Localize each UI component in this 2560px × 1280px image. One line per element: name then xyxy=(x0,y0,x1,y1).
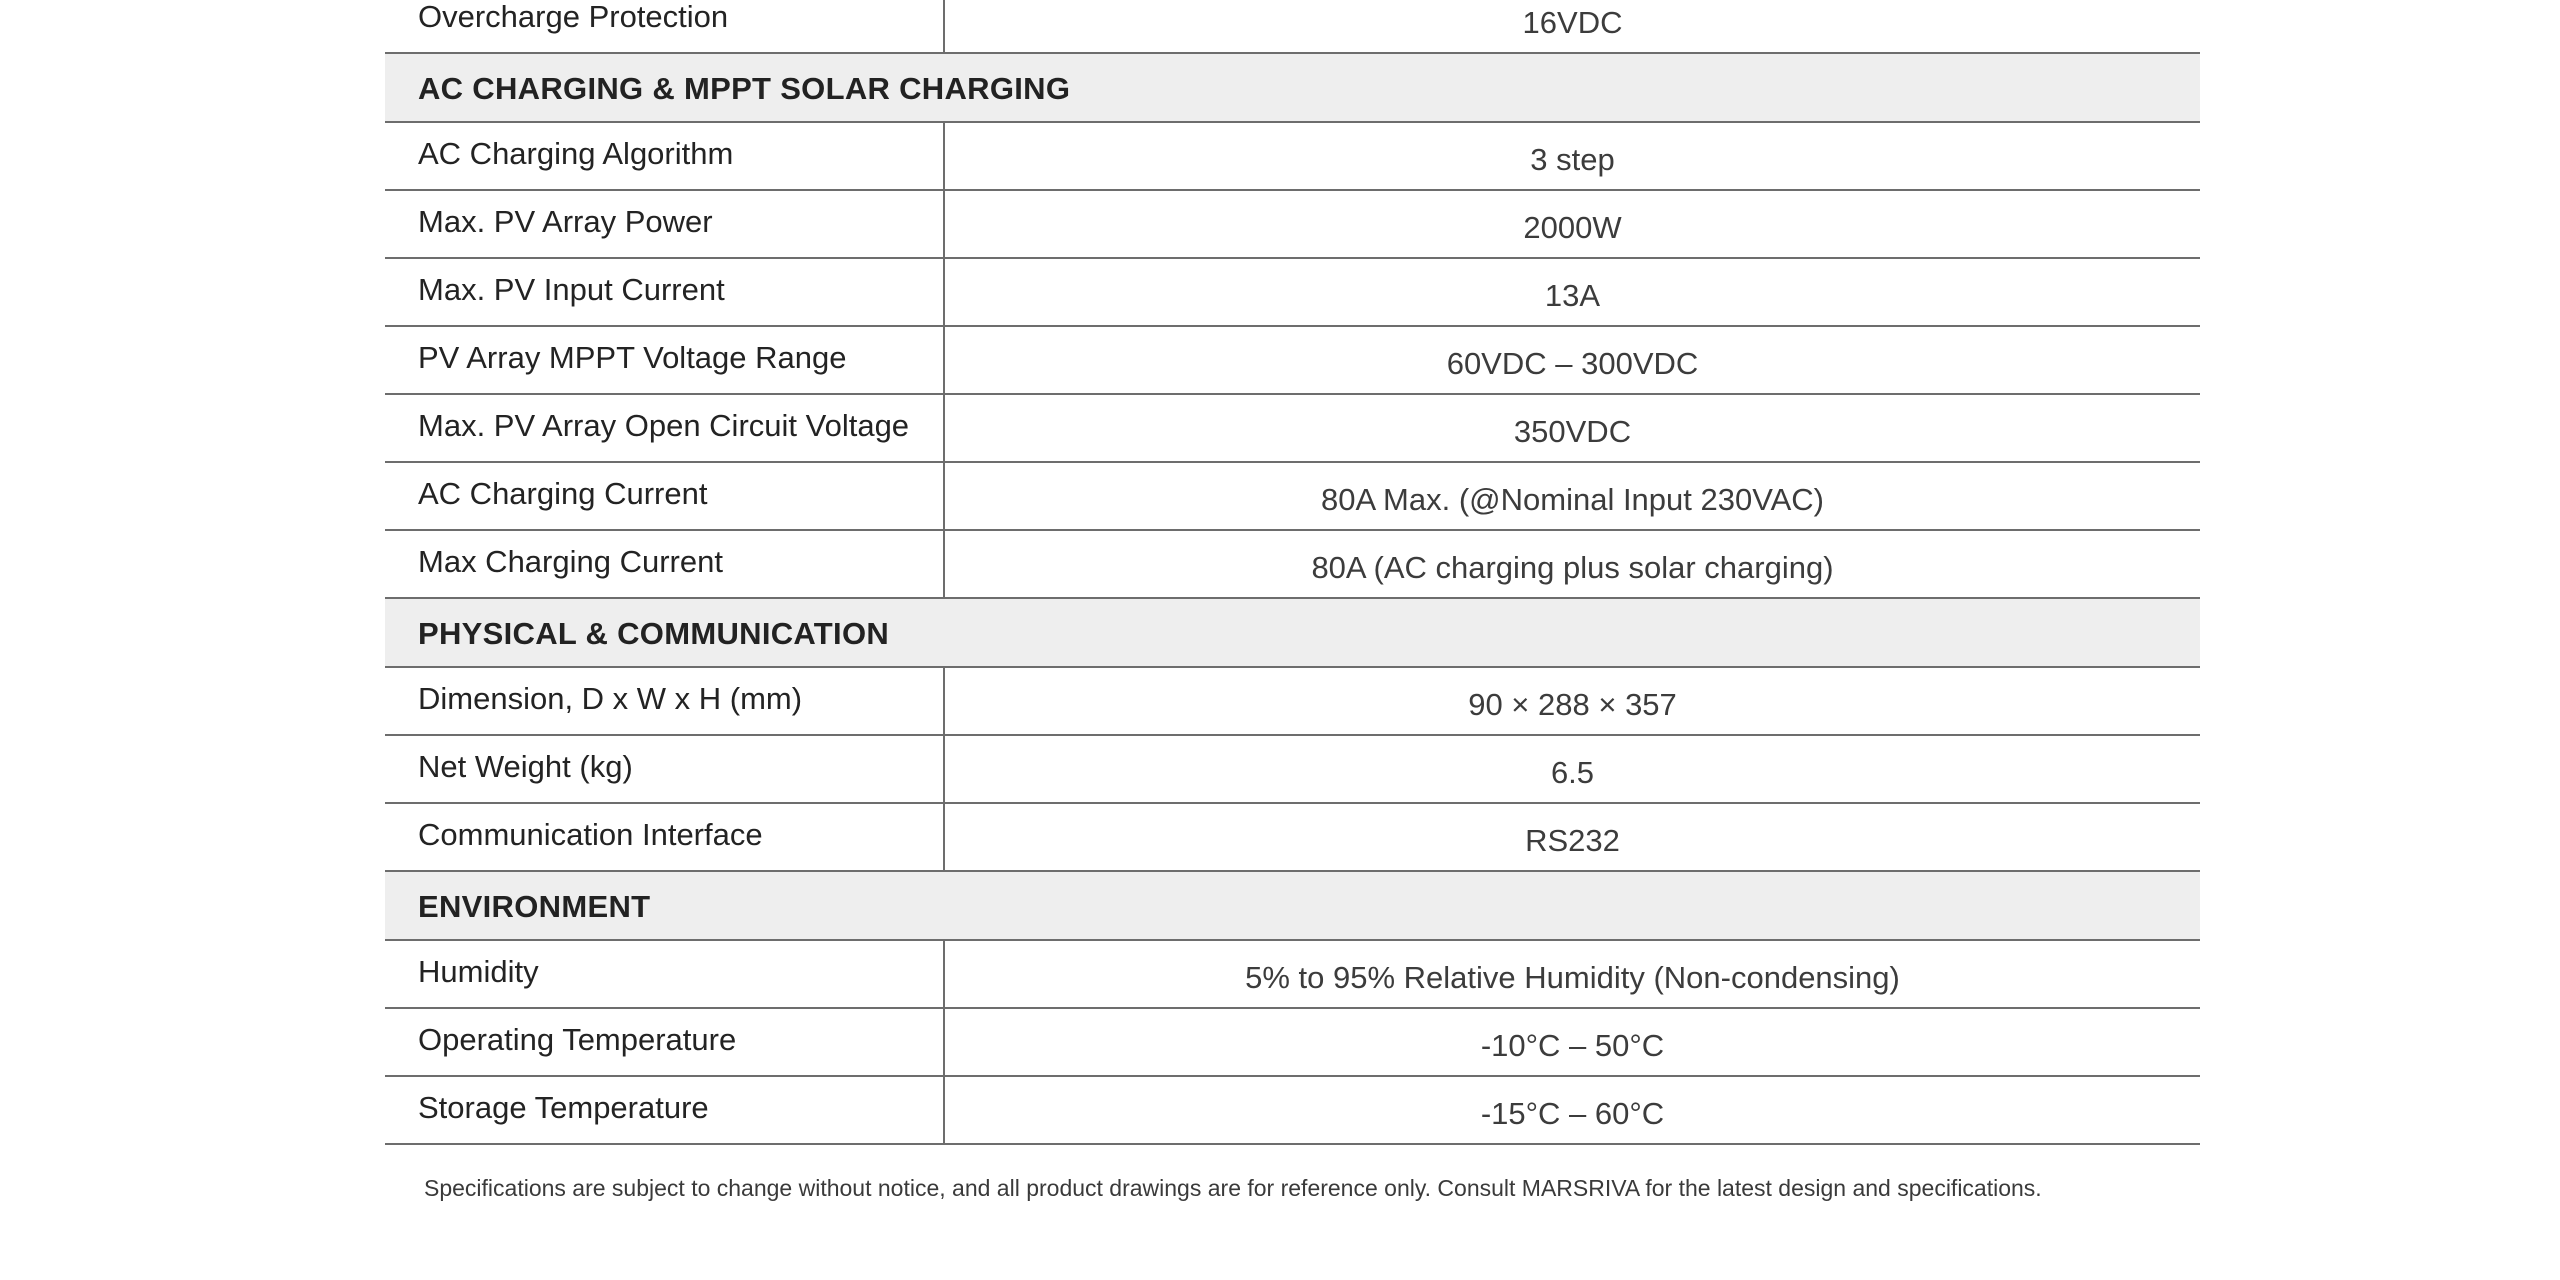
spec-value: 5% to 95% Relative Humidity (Non-condensing) xyxy=(1245,960,1900,995)
section-header: AC CHARGING & MPPT SOLAR CHARGING xyxy=(385,54,2200,123)
spec-row xyxy=(385,1077,2200,1145)
spec-value: 6.5 xyxy=(1550,755,1595,790)
spec-label: Max. PV Input Current xyxy=(385,259,945,325)
spec-value: -10°C – 50°C xyxy=(1480,1028,1665,1063)
spec-value: 80A (AC charging plus solar charging) xyxy=(1311,550,1834,585)
section-header: ENVIRONMENT xyxy=(385,872,2200,941)
spec-value: 350VDC xyxy=(1513,414,1632,449)
spec-row xyxy=(385,395,2200,463)
spec-value: 80A Max. (@Nominal Input 230VAC) xyxy=(1320,482,1824,517)
spec-row xyxy=(385,668,2200,736)
disclaimer-footnote: Specifications are subject to change without notice, and all product drawings are for reference only. Consult MARSRIVA for the latest design and specifications. xyxy=(424,1175,2042,1201)
spec-value: 2000W xyxy=(1523,210,1622,245)
spec-label: Net Weight (kg) xyxy=(385,736,945,802)
spec-label: Storage Temperature xyxy=(385,1077,945,1143)
spec-row xyxy=(385,327,2200,395)
spec-label: Dimension, D x W x H (mm) xyxy=(385,668,945,734)
spec-label: Overcharge Protection xyxy=(385,0,945,52)
spec-label: PV Array MPPT Voltage Range xyxy=(385,327,945,393)
spec-value: -15°C – 60°C xyxy=(1480,1096,1665,1131)
spec-label: Communication Interface xyxy=(385,804,945,870)
spec-value: 16VDC xyxy=(1522,5,1623,40)
spec-row xyxy=(385,941,2200,1009)
spec-row xyxy=(385,259,2200,327)
spec-row xyxy=(385,191,2200,259)
spec-row xyxy=(385,531,2200,599)
spec-table xyxy=(385,0,2200,1145)
spec-row xyxy=(385,1009,2200,1077)
spec-row xyxy=(385,463,2200,531)
spec-row xyxy=(385,0,2200,54)
spec-label: Max Charging Current xyxy=(385,531,945,597)
spec-value: 90 × 288 × 357 xyxy=(1468,687,1677,722)
spec-row xyxy=(385,736,2200,804)
spec-label: Max. PV Array Power xyxy=(385,191,945,257)
spec-label: Humidity xyxy=(385,941,945,1007)
spec-value: 13A xyxy=(1544,278,1601,313)
spec-row xyxy=(385,804,2200,872)
spec-label: AC Charging Algorithm xyxy=(385,123,945,189)
spec-value: RS232 xyxy=(1525,823,1620,858)
section-header: PHYSICAL & COMMUNICATION xyxy=(385,599,2200,668)
spec-label: AC Charging Current xyxy=(385,463,945,529)
spec-row xyxy=(385,123,2200,191)
spec-value: 60VDC – 300VDC xyxy=(1446,346,1699,381)
spec-value: 3 step xyxy=(1530,142,1615,177)
spec-label: Max. PV Array Open Circuit Voltage xyxy=(385,395,945,461)
spec-label: Operating Temperature xyxy=(385,1009,945,1075)
